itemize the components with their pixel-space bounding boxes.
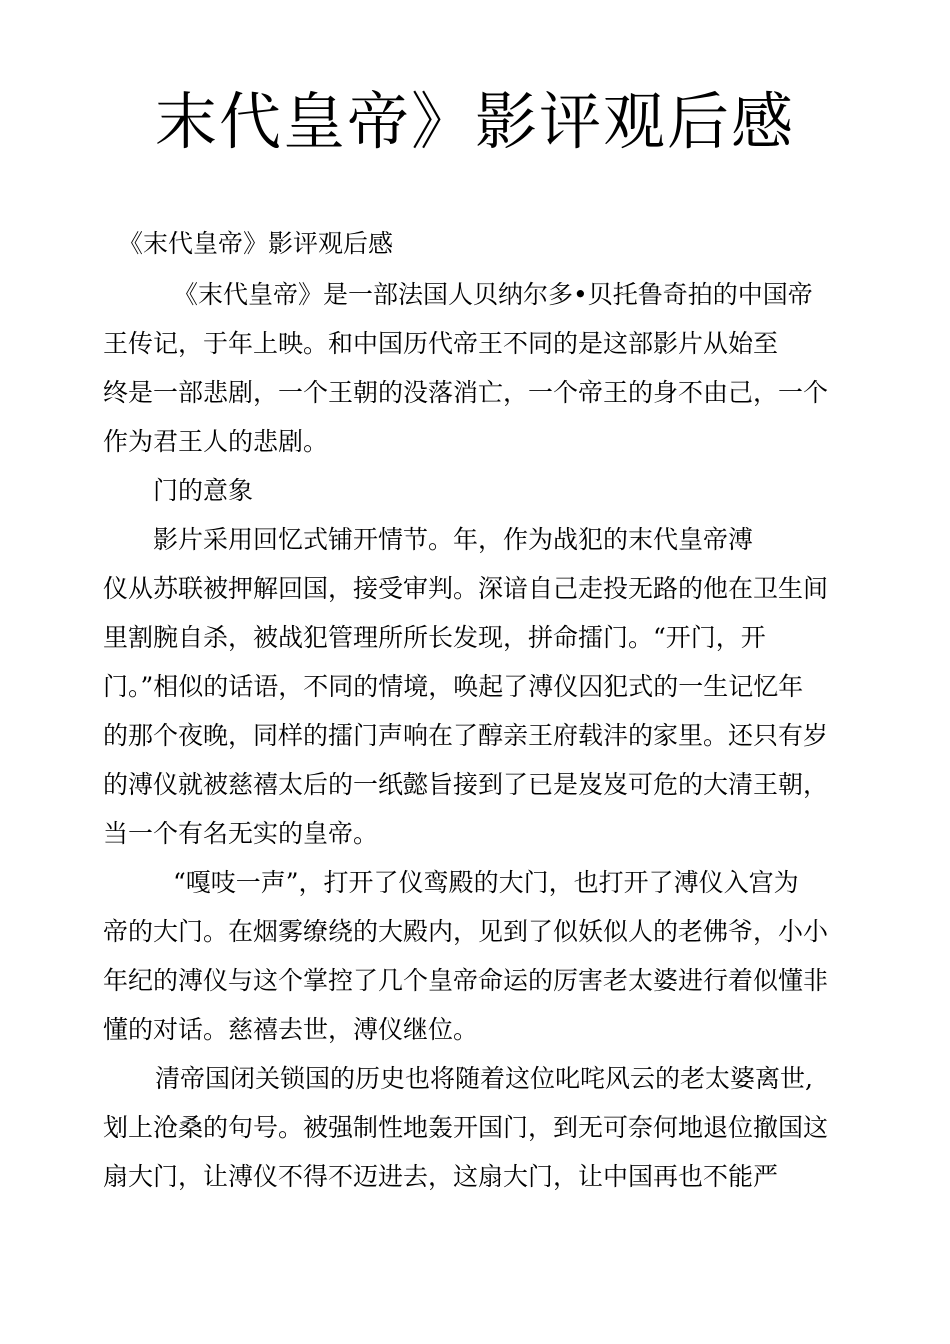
body-line: 影片采用回忆式铺开情节。年，作为战犯的末代皇帝溥 <box>153 525 754 554</box>
body-line: 年纪的溥仪与这个掌控了几个皇帝命运的厉害老太婆进行着似懂非 <box>103 966 829 995</box>
body-line: “嘎吱一声”，打开了仪鸾殿的大门，也打开了溥仪入宫为 <box>173 868 799 897</box>
body-line-subtitle: 《末代皇帝》影评观后感 <box>118 229 394 258</box>
body-line: 里割腕自杀，被战犯管理所所长发现，拼命擂门。“开门，开 <box>103 623 766 652</box>
body-line: 的溥仪就被慈禧太后的一纸懿旨接到了已是岌岌可危的大清王朝， <box>103 770 829 799</box>
body-line: 清帝国闭关锁国的历史也将随着这位叱咤风云的老太婆离世, <box>155 1064 813 1093</box>
body-line: 门。”相似的话语，不同的情境，唤起了溥仪囚犯式的一生记忆年 <box>103 672 804 701</box>
body-line: 扇大门，让溥仪不得不迈进去，这扇大门，让中国再也不能严 <box>103 1162 779 1191</box>
body-line: 当一个有名无实的皇帝。 <box>103 819 379 848</box>
body-line: 帝的大门。在烟雾缭绕的大殿内，见到了似妖似人的老佛爷，小小 <box>103 917 829 946</box>
document-title: 末代皇帝》影评观后感 <box>154 85 795 158</box>
body-line: 的那个夜晚，同样的擂门声响在了醇亲王府载沣的家里。还只有岁 <box>103 721 829 750</box>
body-line: 终是一部悲剧，一个王朝的没落消亡，一个帝王的身不由己，一个 <box>103 378 829 407</box>
body-line: 仪从苏联被押解回国，接受审判。深谙自己走投无路的他在卫生间 <box>103 574 829 603</box>
body-line: 划上沧桑的句号。被强制性地轰开国门，到无可奈何地退位撤国这 <box>103 1113 829 1142</box>
body-line: 王传记，于年上映。和中国历代帝王不同的是这部影片从始至 <box>103 329 779 358</box>
body-line: 《末代皇帝》是一部法国人贝纳尔多•贝托鲁奇拍的中国帝 <box>173 280 813 309</box>
body-line: 懂的对话。慈禧去世，溥仪继位。 <box>103 1015 479 1044</box>
document-body <box>103 226 848 1208</box>
section-heading: 门的意象 <box>153 476 254 505</box>
body-line: 作为君王人的悲剧。 <box>103 427 329 456</box>
